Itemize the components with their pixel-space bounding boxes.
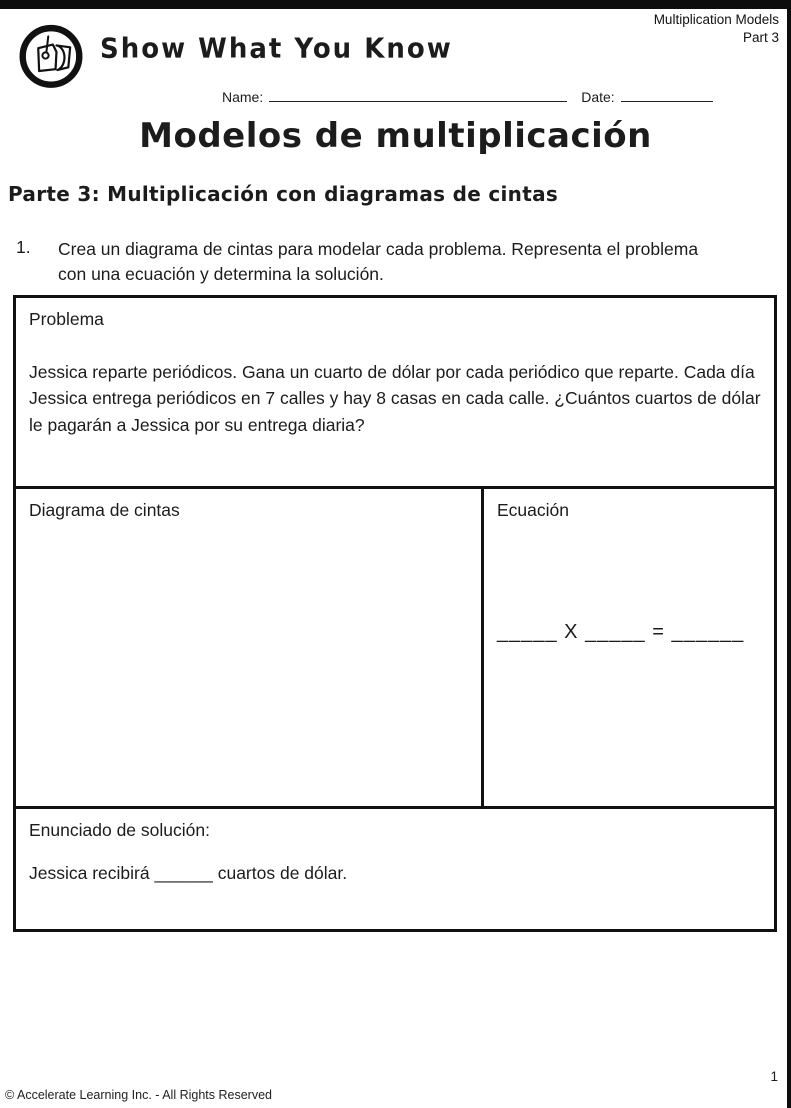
name-blank-line (269, 89, 567, 102)
page-title: Modelos de multiplicación (139, 116, 652, 156)
brand-title: Show What You Know (100, 33, 453, 65)
solution-label: Enunciado de solución: (29, 820, 210, 840)
date-blank-line (621, 89, 713, 102)
copyright-notice: © Accelerate Learning Inc. - All Rights Reserved (5, 1088, 272, 1102)
section-heading: Parte 3: Multiplicación con diagramas de cintas (8, 181, 559, 207)
scan-top-edge (0, 0, 791, 9)
problem-label: Problema (29, 309, 104, 329)
corner-line2: Part 3 (742, 30, 779, 46)
tape-diagram-cell (16, 489, 484, 809)
solution-sentence: Jessica recibirá ______ cuartos de dólar. (29, 863, 348, 883)
name-label: Name: (222, 89, 264, 105)
scan-right-edge (787, 0, 791, 1108)
date-label: Date: (581, 89, 615, 105)
equation-label: Ecuación (497, 500, 569, 520)
instruction-number: 1. (16, 237, 31, 257)
tape-diagram-label: Diagrama de cintas (29, 500, 180, 520)
name-date-row (222, 89, 713, 105)
worksheet-table (13, 295, 777, 932)
solution-cell (16, 809, 774, 929)
problem-text: Jessica reparte periódicos. Gana un cuarto de dólar por cada periódico que reparte. Cada día Jessica entrega periódicos en 7 calles y hay 8 casas en cada calle. ¿Cuántos cuartos de dólar le pagarán a Jessica por su entrega diaria? (29, 362, 761, 435)
instruction-item (16, 237, 746, 288)
swyk-logo-icon (13, 19, 89, 92)
corner-line1: Multiplication Models (653, 12, 779, 27)
problem-cell (16, 298, 774, 489)
corner-header (654, 11, 779, 47)
equation-cell (484, 489, 774, 809)
page-number: 1 (770, 1069, 778, 1084)
instruction-text: Crea un diagrama de cintas para modelar cada problema. Representa el problema con una ecuación y determina la solución. (58, 239, 699, 285)
equation-blanks: _____ X _____ = ______ (497, 621, 745, 643)
